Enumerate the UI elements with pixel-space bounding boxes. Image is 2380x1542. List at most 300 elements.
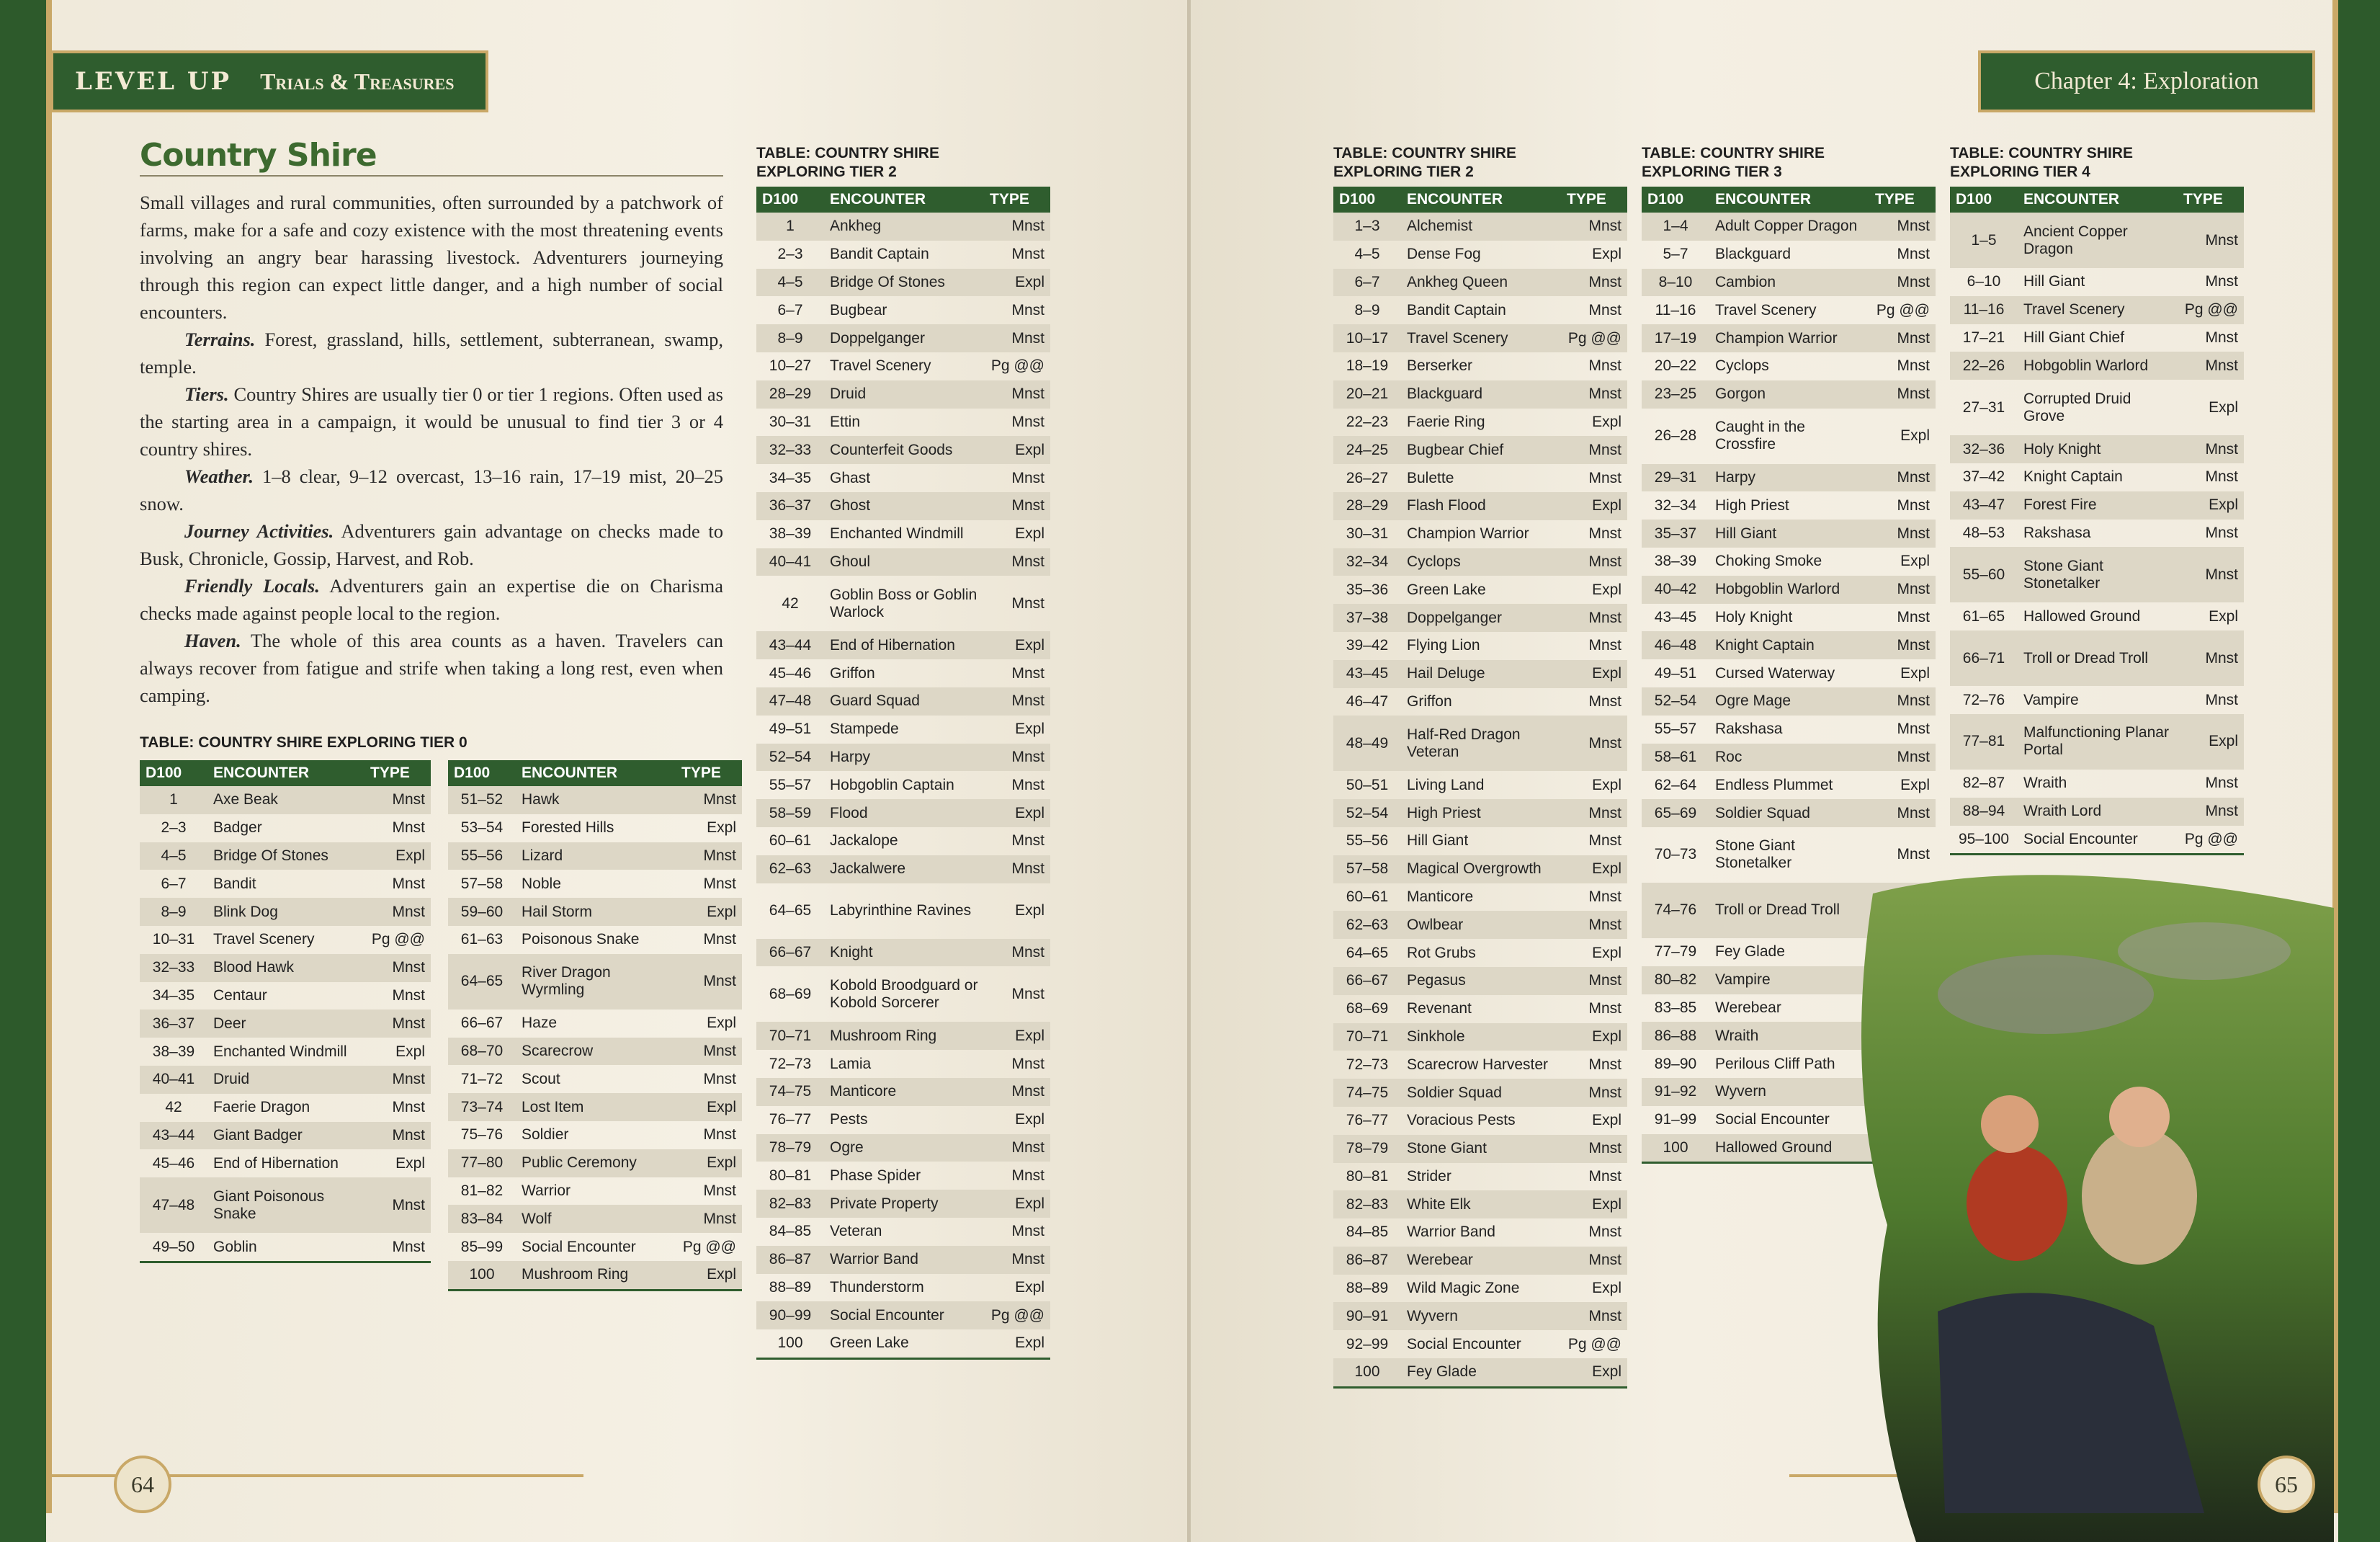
encounter-cell: Blink Dog	[207, 898, 364, 926]
table-row	[448, 1065, 742, 1093]
type-cell: Mnst	[1897, 496, 1930, 514]
encounter-cell: Centaur	[213, 986, 267, 1004]
d100-cell: 78–79	[756, 1134, 824, 1162]
d100-cell: 65–69	[1642, 799, 1709, 827]
d100-cell: 23–25	[1642, 380, 1709, 409]
table-row	[1950, 463, 2244, 491]
type-cell: Mnst	[1561, 604, 1627, 632]
d100-cell: 49–50	[152, 1238, 195, 1255]
encounter-cell: Mushroom Ring	[824, 1022, 984, 1050]
type-cell: Expl	[1015, 902, 1044, 919]
type-cell: Mnst	[1588, 469, 1621, 486]
right-green-border	[2338, 0, 2380, 1542]
type-cell: Mnst	[1561, 799, 1627, 827]
table-row	[756, 1078, 1050, 1106]
table-row	[756, 716, 1050, 744]
table-row	[1333, 632, 1627, 660]
d100-cell: 55–56	[448, 842, 516, 870]
table-row	[1950, 296, 2244, 324]
d100-cell: 82–87	[1962, 775, 2005, 792]
encounter-cell: Revenant	[1407, 1000, 1472, 1017]
d100-cell: 53–54	[460, 819, 504, 837]
d100-cell: 74–75	[1333, 1079, 1401, 1107]
encounter-cell: Ettin	[830, 413, 861, 430]
d100-cell: 52–54	[1333, 799, 1401, 827]
table-row	[1642, 324, 1936, 352]
table-row	[756, 771, 1050, 799]
d100-cell: 38–39	[769, 525, 812, 543]
feature-label: Journey Activities.	[184, 520, 334, 542]
tier4-title-line1: TABLE: COUNTRY SHIRE	[1950, 145, 2133, 161]
table-row	[1642, 716, 1936, 744]
table-row	[1333, 1275, 1627, 1303]
type-cell: Mnst	[1561, 1135, 1627, 1163]
page-number-right: 65	[2258, 1456, 2315, 1513]
type-cell: Pg @@	[371, 931, 425, 948]
encounter-cell: Lost Item	[516, 1093, 676, 1121]
table-row	[756, 631, 1050, 659]
table-row	[140, 814, 431, 842]
encounter-cell: Voracious Pests	[1407, 1112, 1516, 1129]
type-cell: Mnst	[1561, 436, 1627, 464]
d100-cell: 81–82	[460, 1182, 504, 1199]
d100-cell: 4–5	[1354, 246, 1380, 263]
table-row	[1333, 1079, 1627, 1107]
d100-cell: 90–91	[1333, 1302, 1401, 1330]
d100-cell: 68–70	[448, 1038, 516, 1066]
type-cell: Mnst	[984, 744, 1050, 772]
table-row	[1333, 688, 1627, 716]
table-row	[1333, 716, 1627, 771]
table-row	[1642, 799, 1936, 827]
type-cell: Mnst	[1588, 1000, 1621, 1017]
table-header-row	[1950, 187, 2244, 213]
d100-cell: 82–83	[1333, 1190, 1401, 1218]
type-cell: Mnst	[1561, 967, 1627, 995]
table-row	[448, 842, 742, 870]
d100-cell: 78–79	[1333, 1135, 1401, 1163]
d100-cell: 75–76	[460, 1126, 504, 1144]
encounter-cell: Troll or Dread Troll	[1709, 883, 1869, 938]
feature-paragraph	[140, 463, 723, 517]
d100-cell: 20–22	[1654, 357, 1697, 375]
table-row	[1333, 799, 1627, 827]
type-cell: Mnst	[1011, 469, 1044, 486]
encounter-cell: Flash Flood	[1401, 492, 1561, 520]
type-cell: Mnst	[676, 786, 742, 814]
encounter-header: ENCOUNTER	[516, 760, 676, 786]
type-cell: Expl	[984, 269, 1050, 297]
type-cell: Mnst	[1561, 213, 1627, 241]
type-cell: Expl	[707, 819, 736, 837]
encounter-cell: Hallowed Ground	[1709, 1134, 1869, 1163]
d100-cell: 86–88	[1642, 1022, 1709, 1050]
table-row	[756, 324, 1050, 352]
table-row	[756, 744, 1050, 772]
type-cell: Mnst	[1588, 301, 1621, 318]
table-row	[1950, 324, 2244, 352]
table-row	[1642, 296, 1936, 324]
d100-cell: 46–48	[1642, 631, 1709, 659]
table-row	[756, 1246, 1050, 1274]
feature-paragraph	[140, 517, 723, 572]
type-cell: Mnst	[1011, 594, 1044, 612]
table-row	[140, 982, 431, 1010]
table-row	[756, 1050, 1050, 1078]
table-row	[756, 241, 1050, 269]
d100-cell: 72–73	[769, 1055, 812, 1072]
encounter-cell: Warrior	[522, 1182, 571, 1199]
table-row	[1333, 241, 1627, 269]
encounter-cell: Hail Deluge	[1401, 660, 1561, 688]
type-cell: Mnst	[1588, 637, 1621, 654]
table-row	[448, 1038, 742, 1066]
d100-cell: 1	[756, 213, 824, 241]
d100-cell: 74–75	[756, 1078, 824, 1106]
type-cell: Expl	[1015, 1278, 1044, 1296]
d100-cell: 95–100	[1958, 830, 2010, 847]
right-page	[1191, 0, 2380, 1542]
type-cell: Mnst	[676, 1038, 742, 1066]
left-gold-frame	[46, 0, 52, 1513]
encounter-cell: Counterfeit Goods	[824, 436, 984, 464]
tier4-table-title	[1950, 144, 2133, 182]
table-row	[448, 1177, 742, 1205]
encounter-cell: Dense Fog	[1407, 246, 1481, 263]
type-cell: Expl	[984, 1190, 1050, 1218]
type-cell: Expl	[984, 436, 1050, 464]
type-cell: Expl	[676, 1149, 742, 1177]
page-number-left: 64	[114, 1456, 171, 1513]
d100-cell: 37–38	[1333, 604, 1401, 632]
table-row	[1333, 967, 1627, 995]
encounter-cell: Troll or Dread Troll	[2018, 630, 2178, 686]
table-row	[1333, 464, 1627, 492]
table-row	[1333, 1107, 1627, 1135]
d100-cell: 72–76	[1962, 691, 2005, 708]
type-cell: Expl	[1015, 721, 1044, 738]
d100-cell: 30–31	[1346, 525, 1389, 543]
type-cell: Expl	[707, 1015, 736, 1032]
table-header-row	[448, 760, 742, 786]
d100-cell: 100	[1333, 1358, 1401, 1387]
type-cell: Mnst	[1869, 799, 1936, 827]
d100-cell: 8–9	[1354, 301, 1380, 318]
type-cell: Expl	[676, 1093, 742, 1121]
type-cell: Pg @@	[2184, 830, 2238, 847]
intro-paragraph: Small villages and rural communities, often surrounded by a patchwork of farms, make for a safe and cozy existence with the most threatening events involving an angry bear harassing livestock. Adventurers journeying through this region can expect little danger, and a high number of social encounters.	[140, 192, 723, 323]
type-cell: Expl	[2209, 607, 2238, 625]
encounter-cell: High Priest	[1715, 496, 1789, 514]
d100-cell: 28–29	[756, 380, 824, 409]
d100-cell: 85–99	[460, 1238, 504, 1255]
d100-cell: 45–46	[152, 1154, 195, 1172]
table-row	[448, 1205, 742, 1233]
encounter-cell: Ghoul	[824, 548, 984, 576]
tier3-title-line1: TABLE: COUNTRY SHIRE	[1642, 145, 1825, 161]
type-cell: Mnst	[984, 939, 1050, 967]
type-cell: Mnst	[1869, 687, 1936, 716]
table-row	[1333, 1330, 1627, 1358]
table-row	[1333, 1190, 1627, 1218]
d100-cell: 80–81	[769, 1167, 812, 1184]
encounter-cell: Druid	[824, 380, 984, 409]
d100-cell: 6–7	[1333, 269, 1401, 297]
type-cell: Mnst	[392, 819, 425, 837]
encounter-cell: Bulette	[1407, 469, 1454, 486]
encounter-header: ENCOUNTER	[1401, 187, 1561, 213]
d100-cell: 34–35	[152, 986, 195, 1004]
d100-cell: 48–53	[1962, 524, 2005, 541]
type-cell: Mnst	[1561, 1247, 1627, 1275]
type-cell: Mnst	[703, 1126, 736, 1144]
d100-cell: 5–7	[1663, 246, 1688, 263]
d100-cell: 1	[140, 786, 207, 814]
table-row	[756, 1022, 1050, 1050]
d100-cell: 90–99	[756, 1301, 824, 1329]
encounter-cell: Hail Storm	[516, 898, 676, 926]
encounter-header: ENCOUNTER	[1709, 187, 1869, 213]
feature-label: Friendly Locals.	[184, 575, 320, 597]
d100-header: D100	[140, 760, 207, 786]
header-banner	[50, 50, 488, 112]
table-row	[1950, 520, 2244, 548]
encounter-cell: Bandit	[213, 875, 256, 892]
table-header-row	[1333, 187, 1627, 213]
d100-cell: 49–51	[1654, 664, 1697, 682]
table-row	[1333, 883, 1627, 912]
encounter-cell: Hill Giant Chief	[2023, 329, 2125, 346]
table-row	[756, 966, 1050, 1022]
encounter-cell: Adult Copper Dragon	[1709, 213, 1869, 241]
encounter-cell: Wraith	[1709, 1022, 1869, 1050]
encounter-cell: Ghast	[830, 469, 871, 486]
table-row	[140, 842, 431, 870]
table-row	[756, 1301, 1050, 1329]
type-cell: Mnst	[364, 954, 431, 982]
type-cell: Expl	[395, 1154, 425, 1172]
d100-cell: 6–10	[1967, 273, 2001, 290]
d100-cell: 58–61	[1642, 744, 1709, 772]
d100-cell: 1–4	[1642, 213, 1709, 241]
encounter-cell: Scarecrow Harvester	[1407, 1056, 1549, 1073]
chapter-banner	[1978, 50, 2315, 112]
type-cell: Expl	[2178, 714, 2244, 770]
type-cell: Mnst	[364, 1010, 431, 1038]
table-row	[448, 1121, 742, 1149]
table-row	[756, 548, 1050, 576]
feature-label: Tiers.	[184, 383, 229, 405]
d100-cell: 26–28	[1654, 427, 1697, 445]
chapter-title: Chapter 4: Exploration	[2034, 68, 2259, 94]
tier0-table-title: TABLE: COUNTRY SHIRE EXPLORING TIER 0	[140, 734, 468, 751]
table-row	[756, 576, 1050, 631]
encounter-cell: Travel Scenery	[830, 357, 931, 375]
d100-cell: 60–61	[1346, 888, 1389, 905]
encounter-cell: Harpy	[824, 744, 984, 772]
tier2b-title-line1: TABLE: COUNTRY SHIRE	[1333, 145, 1516, 161]
type-cell: Mnst	[1897, 246, 1930, 263]
type-cell: Expl	[984, 631, 1050, 659]
d100-cell: 2–3	[777, 246, 803, 263]
table-row	[756, 436, 1050, 464]
encounter-cell: Enchanted Windmill	[830, 525, 964, 543]
encounter-cell: Labyrinthine Ravines	[830, 902, 972, 919]
d100-cell: 24–25	[1333, 436, 1401, 464]
type-cell: Mnst	[1011, 1223, 1044, 1240]
feature-text: Forest, grassland, hills, settlement, subterranean, swamp, temple.	[140, 329, 723, 378]
type-cell: Mnst	[676, 1205, 742, 1233]
encounter-cell: Strider	[1407, 1167, 1451, 1185]
d100-cell: 92–99	[1346, 1335, 1389, 1352]
table-row	[1333, 409, 1627, 437]
type-cell: Pg @@	[984, 1301, 1050, 1329]
encounter-cell: Giant Poisonous Snake	[207, 1177, 364, 1233]
table-row	[1333, 520, 1627, 548]
encounter-cell: Corrupted Druid Grove	[2023, 390, 2131, 424]
type-cell: Expl	[1900, 776, 1930, 793]
type-cell: Mnst	[984, 213, 1050, 241]
table-row	[756, 827, 1050, 855]
d100-cell: 22–23	[1346, 413, 1389, 430]
table-row	[1950, 352, 2244, 380]
d100-cell: 86–87	[1333, 1247, 1401, 1275]
d100-cell: 82–83	[756, 1190, 824, 1218]
type-cell: Mnst	[1561, 911, 1627, 939]
type-cell: Mnst	[1869, 631, 1936, 659]
section-title: Country Shire	[140, 137, 723, 177]
encounter-cell: Wild Magic Zone	[1407, 1280, 1520, 1297]
feature-text: The whole of this area counts as a haven. Travelers can always recover from fatigue and strife when taking a long rest, even when camping.	[140, 630, 723, 706]
table-row	[1642, 464, 1936, 492]
type-cell: Mnst	[1588, 1056, 1621, 1073]
type-header: TYPE	[984, 187, 1050, 213]
table-row	[1333, 324, 1627, 352]
d100-cell: 8–10	[1642, 269, 1709, 297]
encounter-cell: Enchanted Windmill	[213, 1043, 347, 1060]
d100-cell: 32–36	[1950, 435, 2018, 463]
type-cell: Mnst	[1588, 525, 1621, 543]
type-cell: Expl	[676, 1261, 742, 1290]
type-cell: Mnst	[2205, 691, 2238, 708]
table-row	[756, 213, 1050, 241]
type-cell: Expl	[1561, 1358, 1627, 1387]
encounter-cell: Magical Overgrowth	[1401, 855, 1561, 883]
table-row	[756, 1106, 1050, 1134]
table-row	[756, 883, 1050, 939]
d100-cell: 43–45	[1654, 608, 1697, 625]
d100-cell: 57–58	[1333, 855, 1401, 883]
encounter-cell: Faerie Ring	[1407, 413, 1485, 430]
table-row	[448, 786, 742, 814]
table-header-row	[140, 760, 431, 786]
d100-header: D100	[448, 760, 516, 786]
d100-cell: 11–16	[1655, 301, 1696, 318]
illustration-villagers	[1830, 865, 2334, 1542]
type-header: TYPE	[676, 760, 742, 786]
type-cell: Expl	[1015, 1334, 1044, 1352]
type-cell: Mnst	[1011, 246, 1044, 263]
table-row	[1950, 826, 2244, 855]
table-row	[1950, 714, 2244, 770]
encounter-cell: Green Lake	[1407, 581, 1486, 598]
d100-cell: 84–85	[769, 1223, 812, 1240]
encounter-cell: Social Encounter	[824, 1301, 984, 1329]
encounter-cell: Rakshasa	[2023, 524, 2091, 541]
table-row	[1333, 576, 1627, 604]
encounter-cell: Blood Hawk	[207, 954, 364, 982]
encounter-cell: Manticore	[1407, 888, 1474, 905]
table-row	[756, 1134, 1050, 1162]
type-cell: Expl	[2178, 491, 2244, 520]
encounter-cell: Lizard	[516, 842, 676, 870]
encounter-cell: Ghost	[824, 492, 984, 520]
d100-cell: 20–21	[1333, 380, 1401, 409]
type-cell: Mnst	[364, 1177, 431, 1233]
d100-cell: 84–85	[1346, 1224, 1389, 1241]
encounter-cell: White Elk	[1401, 1190, 1561, 1218]
table-row	[140, 1038, 431, 1066]
encounter-cell: Choking Smoke	[1715, 553, 1822, 570]
table-row	[140, 1233, 431, 1262]
d100-cell: 43–45	[1333, 660, 1401, 688]
encounter-cell: Perilous Cliff Path	[1715, 1055, 1835, 1072]
d100-cell: 47–48	[756, 687, 824, 716]
type-cell: Mnst	[1897, 721, 1930, 738]
type-cell: Mnst	[364, 1122, 431, 1150]
encounter-cell: Cyclops	[1401, 548, 1561, 576]
d100-cell: 8–9	[140, 898, 207, 926]
d100-cell: 70–71	[756, 1022, 824, 1050]
table-row	[1642, 213, 1936, 241]
type-cell: Mnst	[1869, 380, 1936, 409]
type-cell: Mnst	[1561, 1302, 1627, 1330]
table-row	[1333, 436, 1627, 464]
encounter-cell: Soldier Squad	[1709, 799, 1869, 827]
table-row	[1333, 296, 1627, 324]
encounter-cell: Scout	[522, 1070, 560, 1087]
encounter-cell: Haze	[522, 1015, 558, 1032]
feature-paragraph	[140, 380, 723, 463]
table-row	[1950, 268, 2244, 296]
feature-text: Country Shires are usually tier 0 or tier 1 regions. Often used as the starting area in a campaign, it would be unusual to find tier 3 or 4 country shires.	[140, 383, 723, 460]
table-row	[756, 520, 1050, 548]
type-cell: Mnst	[984, 492, 1050, 520]
d100-header: D100	[1950, 187, 2018, 213]
d100-cell: 66–67	[460, 1015, 504, 1032]
type-cell: Mnst	[1561, 380, 1627, 409]
encounter-cell: Noble	[522, 875, 561, 892]
d100-cell: 77–79	[1654, 943, 1697, 961]
type-cell: Mnst	[1561, 1079, 1627, 1107]
encounter-cell: Werebear	[1715, 999, 1781, 1016]
d100-cell: 91–99	[1654, 1111, 1697, 1128]
d100-cell: 36–37	[756, 492, 824, 520]
encounter-cell: Wraith	[2023, 775, 2067, 792]
table-row	[1642, 604, 1936, 632]
table-header-row	[1642, 187, 1936, 213]
type-cell: Pg @@	[682, 1238, 736, 1255]
tier2-title-line1: TABLE: COUNTRY SHIRE	[756, 145, 939, 161]
table-row	[1642, 659, 1936, 687]
table-row	[1333, 771, 1627, 799]
table-row	[756, 409, 1050, 437]
encounter-cell: Jackalope	[830, 832, 898, 850]
d100-cell: 22–26	[1950, 352, 2018, 380]
tier0-table-right	[448, 760, 742, 1291]
encounter-cell: Bridge Of Stones	[207, 842, 364, 870]
table-row	[1950, 491, 2244, 520]
